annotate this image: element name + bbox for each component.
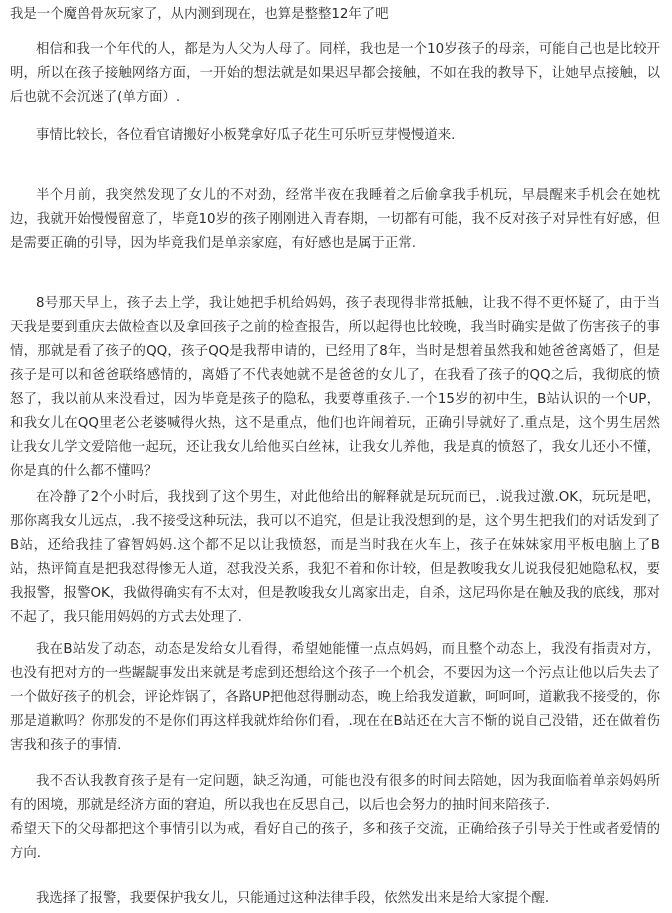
paragraph-bilibili-post: 我在B站发了动态，动态是发给女儿看得，希望她能懂一点点妈妈，而且整个动态上，我没有指责对方，也没有把对方的一些龌龊事发出来就是考虑到还想给这个孩子一个机会，不要因为这一个污点让他以后失去了一个做好孩子的机会，评论炸锅了，各路UP把他怼得删动态，晚上给我发道歉，呵呵呵，道歉我不接受的，你那是道歉吗？你那发的不是你们再这样我就炸给你们看，.现在在B站还在大言不惭的说自己没错，还在做着伤害我和孩子的事情. <box>10 642 660 753</box>
paragraph-confrontation: 在冷静了2个小时后，我找到了这个男生，对此他给出的解释就是玩玩而已，.说我过激.OK，玩玩是吧，那你离我女儿远点，.我不接受这种玩法，我可以不追究，但是让我没想到的是，这个男生把我们的对话发到了B站，还给我挂了睿智妈妈.这个都不足以让我愤怒，而是当时我在火车上，孩子在妹妹家用平板电脑上了B站，热评简直是把我怼得惨无人道，怼我没关系，我犯不着和你计较，但是教唆我女儿说我侵犯她隐私权，要我报警，报警OK，我做得确实有不太对，但是教唆我女儿离家出走，自杀，这尼玛你是在触及我的底线，那对不起了，我只能用妈妈的方式去处理了. <box>10 490 660 625</box>
paragraph-intro: 我是一个魔兽骨灰玩家了，从内测到现在，也算是整整12年了吧 <box>10 7 389 22</box>
paragraph-story-preface: 事情比较长，各位看官请搬好小板凳拿好瓜子花生可乐听豆芽慢慢道来. <box>36 128 456 143</box>
paragraph-reflection: 我不否认我教育孩子是有一定问题，缺乏沟通，可能也没有很多的时间去陪她，因为我面临着单亲妈妈所有的困境，那就是经济方面的窘迫，所以我也在反思自己，以后也会努力的抽时间来陪孩子. 希望天下的父母都把这个事情引以为戒，看好自己的孩子，多和孩子交流，正确给孩子引导关于性或者爱情的方向. <box>10 774 660 861</box>
paragraph-parent-background: 相信和我一个年代的人，都是为人父为人母了。同样，我也是一个10岁孩子的母亲，可能自己也是比较开明，所以在孩子接触网络方面，一开始的想法就是如果迟早都会接触，不如在我的教导下，让她早点接触，以后也就不会沉迷了(单方面）. <box>10 42 660 105</box>
paragraph-police-report: 我选择了报警，我要保护我女儿，只能通过这种法律手段，依然发出来是给大家提个醒. <box>36 891 550 906</box>
paragraph-discovery: 半个月前，我突然发现了女儿的不对劲，经常半夜在我睡着之后偷拿我手机玩，早晨醒来手机会在她枕边，我就开始慢慢留意了，毕竟10岁的孩子刚刚进入青春期，一切都有可能，我不反对孩子对异性有好感，但是需要正确的引导，因为毕竟我们是单亲家庭，有好感也是属于正常. <box>10 188 660 251</box>
paragraph-qq-incident: 8号那天早上，孩子去上学，我让她把手机给妈妈，孩子表现得非常抵触，让我不得不更怀疑了，由于当天我是要到重庆去做检查以及拿回孩子之前的检查报告，所以起得也比较晚，我当时确实是做了伤害孩子的事情，那就是看了孩子的QQ，孩子QQ是我帮申请的，已经用了8年，当时是想着虽然我和她爸爸离婚了，但是孩子是可以和爸爸联络感情的，离婚了不代表她就不是爸爸的女儿了，在我看了孩子的QQ之后，我彻底的愤怒了，我以前从来没看过，因为毕竟是孩子的隐私，我要尊重孩子.一个15岁的初中生，B站认识的一个UP，和我女儿在QQ里老公老婆喊得火热，这不是重点，他们也许闹着玩，正确引导就好了.重点是，这个男生居然让我女儿学文爱陪他一起玩，还让我女儿给他买白丝袜，让我女儿养他，我是真的愤怒了，我女儿还小不懂，你是真的什么都不懂吗？ <box>10 296 660 479</box>
